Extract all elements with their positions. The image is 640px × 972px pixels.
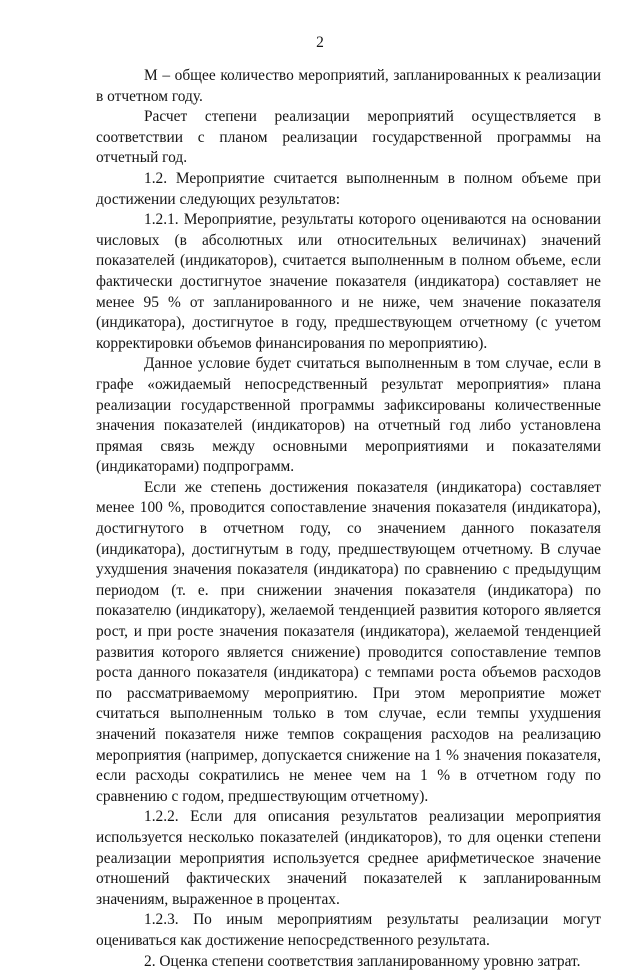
paragraph-1-2-3: 1.2.3. По иным мероприятиям результаты реализации могут оцениваться как достижение непосредственного результата. <box>96 911 601 949</box>
paragraph-2: 2. Оценка степени соответствия запланированному уровню затрат. <box>144 952 581 970</box>
paragraph-1-2: 1.2. Мероприятие считается выполненным в полном объеме при достижении следующих результатов: <box>96 169 601 208</box>
paragraph-1-2-2: 1.2.2. Если для описания результатов реализации мероприятия используется несколько показателей (индикаторов), то для оценки степени реализации мероприятия используется среднее арифметическое значение отношений фактических значений показателей к запланированным значениям, выраженное в процентах. <box>96 808 601 908</box>
paragraph-m-definition: М – общее количество мероприятий, запланированных к реализации в отчетном году. <box>96 67 601 105</box>
paragraph-1-2-1: 1.2.1. Мероприятие, результаты которого оцениваются на основании числовых (в абсолютных или относительных величинах) значений показателей (индикаторов), считается выполненным в полном объеме, если фактически достигнутое значение показателя (индикатора) составляет не менее 95 % от запланированного и не ниже, чем значение показателя (индикатора), достигнутое в году, предшествующем отчетному (с учетом корректировки объемов финансирования по мероприятию). <box>96 211 601 352</box>
paragraph-less-than-100: Если же степень достижения показателя (индикатора) составляет менее 100 %, проводится сопоставление значения показателя (индикатора), достигнутого в отчетном году, со значением данного показателя (индикатора), достигнутым в году, предшествующем отчетному. В случае ухудшения значения показателя (индикатора) по сравнению с предыдущим периодом (т. е. при снижении значения показателя (индикатора) по показателю (индикатору), желаемой тенденцией развития которого является рост, и при росте значения показателя (индикатора), желаемой тенденцией развития которого является снижение) проводится сопоставление темпов роста данного показателя (индикатора) с темпами роста объемов расходов по рассматриваемому мероприятию. При этом мероприятие может считаться выполненным только в том случае, если темпы ухудшения значений показателя ниже темпов сокращения расходов на реализацию мероприятия (например, допускается снижение на 1 % значения показателя, если расходы сократились не менее чем на 1 % в отчетном году по сравнению с годом, предшествующим отчетному). <box>96 478 601 805</box>
document-body <box>96 66 601 972</box>
paragraph-calculation-basis: Расчет степени реализации мероприятий осуществляется в соответствии с планом реализации государственной программы на отчетный год. <box>96 108 601 167</box>
paragraph-condition: Данное условие будет считаться выполненным в том случае, если в графе «ожидаемый непосредственный результат мероприятия» плана реализации государственной программы зафиксированы количественные значения показателей (индикаторов) на отчетный год либо установлена прямая связь между основными мероприятиями и показателями (индикаторами) подпрограмм. <box>96 355 601 476</box>
page-number: 2 <box>316 34 324 51</box>
